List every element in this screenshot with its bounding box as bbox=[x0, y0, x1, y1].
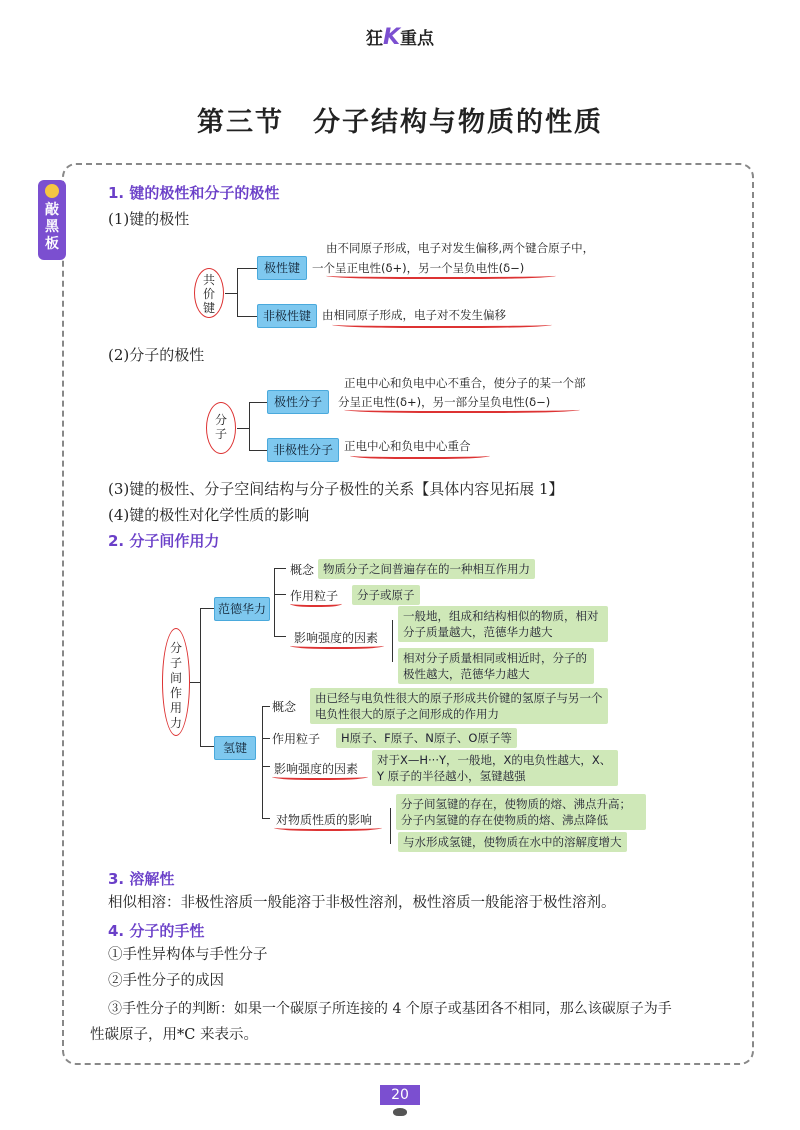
polar-bond-desc2: 一个呈正电性(δ+)，另一个呈负电性(δ−) bbox=[312, 261, 525, 275]
bulb-icon bbox=[45, 184, 59, 198]
center-molecule bbox=[206, 402, 236, 454]
side-tab-label: 敲黑板 bbox=[45, 202, 59, 252]
s3-text: 相似相溶：非极性溶质一般能溶于非极性溶剂，极性溶质一般能溶于极性溶剂。 bbox=[108, 895, 616, 911]
center-intermolecular-label: 分子间作用力 bbox=[169, 641, 182, 730]
nonpolar-mol-desc: 正电中心和负电中心重合 bbox=[344, 439, 471, 453]
red-underline bbox=[326, 271, 556, 279]
connector bbox=[190, 682, 200, 683]
connector bbox=[262, 738, 270, 739]
hb-concept: 由已经与电负性很大的原子形成共价键的氢原子与另一个电负性很大的原子之间形成的作用力 bbox=[310, 688, 608, 724]
polar-molecule-box: 极性分子 bbox=[267, 390, 329, 414]
s4-item3a: ③手性分子的判断：如果一个碳原子所连接的 4 个原子或基团各不相同，那么该碳原子为手 bbox=[108, 1001, 672, 1017]
connector bbox=[262, 766, 270, 767]
connector bbox=[200, 608, 201, 746]
s4-item2: ②手性分子的成因 bbox=[108, 973, 224, 989]
polar-bond-desc1: 由不同原子形成，电子对发生偏移,两个键合原子中， bbox=[326, 241, 595, 255]
red-underline bbox=[350, 451, 490, 459]
hb-effect-label: 对物质性质的影响 bbox=[276, 813, 373, 827]
page-title: 第三节 分子结构与物质的性质 bbox=[197, 107, 603, 138]
connector bbox=[274, 636, 286, 637]
s4-item1: ①手性异构体与手性分子 bbox=[108, 947, 268, 963]
section3-heading: 3. 溶解性 bbox=[108, 870, 175, 888]
connector bbox=[249, 402, 250, 450]
connector bbox=[262, 818, 270, 819]
hb-particle-label: 作用粒子 bbox=[272, 732, 321, 746]
center-molecule-label: 分子 bbox=[214, 413, 227, 441]
vdw-concept-label: 概念 bbox=[290, 563, 315, 577]
vdw-factor1: 一般地，组成和结构相似的物质，相对分子质量越大，范德华力越大 bbox=[398, 606, 608, 642]
hb-effect1: 分子间氢键的存在，使物质的熔、沸点升高；分子内氢键的存在使物质的熔、沸点降低 bbox=[396, 794, 646, 830]
vdw-factor2: 相对分子质量相同或相近时，分子的极性越大，范德华力越大 bbox=[398, 648, 594, 684]
nonpolar-bond-box: 非极性键 bbox=[257, 304, 317, 328]
section1-heading: 1. 键的极性和分子的极性 bbox=[108, 184, 280, 202]
connector bbox=[390, 808, 391, 844]
header-post: 重点 bbox=[400, 29, 435, 49]
header-pre: 狂 bbox=[365, 29, 383, 49]
hb-concept-label: 概念 bbox=[272, 700, 297, 714]
s4-item3b: 性碳原子，用*C 来表示。 bbox=[90, 1027, 258, 1043]
hb-factor: 对于X—H···Y，一般地，X的电负性越大，X、Y 原子的半径越小，氢键越强 bbox=[372, 750, 618, 786]
red-underline bbox=[290, 599, 342, 607]
connector bbox=[392, 620, 393, 662]
side-tab bbox=[38, 180, 66, 260]
connector bbox=[237, 316, 257, 317]
bird-icon bbox=[393, 1108, 407, 1116]
connector bbox=[200, 746, 214, 747]
center-covalent-label: 共价键 bbox=[202, 273, 215, 315]
red-underline bbox=[272, 772, 368, 780]
polar-mol-desc2: 分呈正电性(δ+)，另一部分呈负电性(δ−) bbox=[338, 395, 551, 409]
page-number: 20 bbox=[380, 1085, 420, 1105]
s1-sub3: (3)键的极性、分子空间结构与分子极性的关系【具体内容见拓展 1】 bbox=[108, 480, 564, 498]
red-underline bbox=[274, 823, 382, 831]
header-logo bbox=[0, 24, 800, 50]
vdw-particle-label: 作用粒子 bbox=[290, 589, 339, 603]
header-k: K bbox=[382, 25, 401, 50]
section2-heading: 2. 分子间作用力 bbox=[108, 532, 220, 550]
red-underline bbox=[344, 405, 580, 413]
connector bbox=[274, 568, 286, 569]
connector bbox=[200, 608, 214, 609]
s1-sub4: (4)键的极性对化学性质的影响 bbox=[108, 506, 310, 524]
connector bbox=[237, 268, 257, 269]
s1-sub1: (1)键的极性 bbox=[108, 210, 190, 228]
polar-mol-desc1: 正电中心和负电中心不重合，使分子的某一个部 bbox=[344, 376, 586, 390]
connector bbox=[237, 428, 249, 429]
connector bbox=[249, 402, 267, 403]
red-underline bbox=[290, 641, 384, 649]
connector bbox=[249, 450, 267, 451]
connector bbox=[274, 568, 275, 636]
connector bbox=[262, 706, 270, 707]
vdw-factor-label: 影响强度的因素 bbox=[294, 631, 379, 645]
nonpolar-bond-desc: 由相同原子形成，电子对不发生偏移 bbox=[322, 308, 506, 322]
hb-factor-label: 影响强度的因素 bbox=[274, 762, 359, 776]
connector bbox=[262, 706, 263, 818]
hb-effect2: 与水形成氢键，使物质在水中的溶解度增大 bbox=[398, 832, 627, 852]
vdw-particle: 分子或原子 bbox=[352, 585, 420, 605]
connector bbox=[274, 594, 286, 595]
vdw-concept: 物质分子之间普遍存在的一种相互作用力 bbox=[318, 559, 535, 579]
section4-heading: 4. 分子的手性 bbox=[108, 922, 205, 940]
center-covalent-bond bbox=[194, 268, 224, 318]
nonpolar-molecule-box: 非极性分子 bbox=[267, 438, 339, 462]
polar-bond-box: 极性键 bbox=[257, 256, 307, 280]
vdw-box: 范德华力 bbox=[214, 597, 270, 621]
s1-sub2: (2)分子的极性 bbox=[108, 346, 205, 364]
connector bbox=[225, 293, 237, 294]
center-intermolecular bbox=[162, 628, 190, 736]
hb-particle: H原子、F原子、N原子、O原子等 bbox=[336, 728, 517, 748]
connector bbox=[237, 268, 238, 316]
red-underline bbox=[332, 320, 552, 328]
hbond-box: 氢键 bbox=[214, 736, 256, 760]
